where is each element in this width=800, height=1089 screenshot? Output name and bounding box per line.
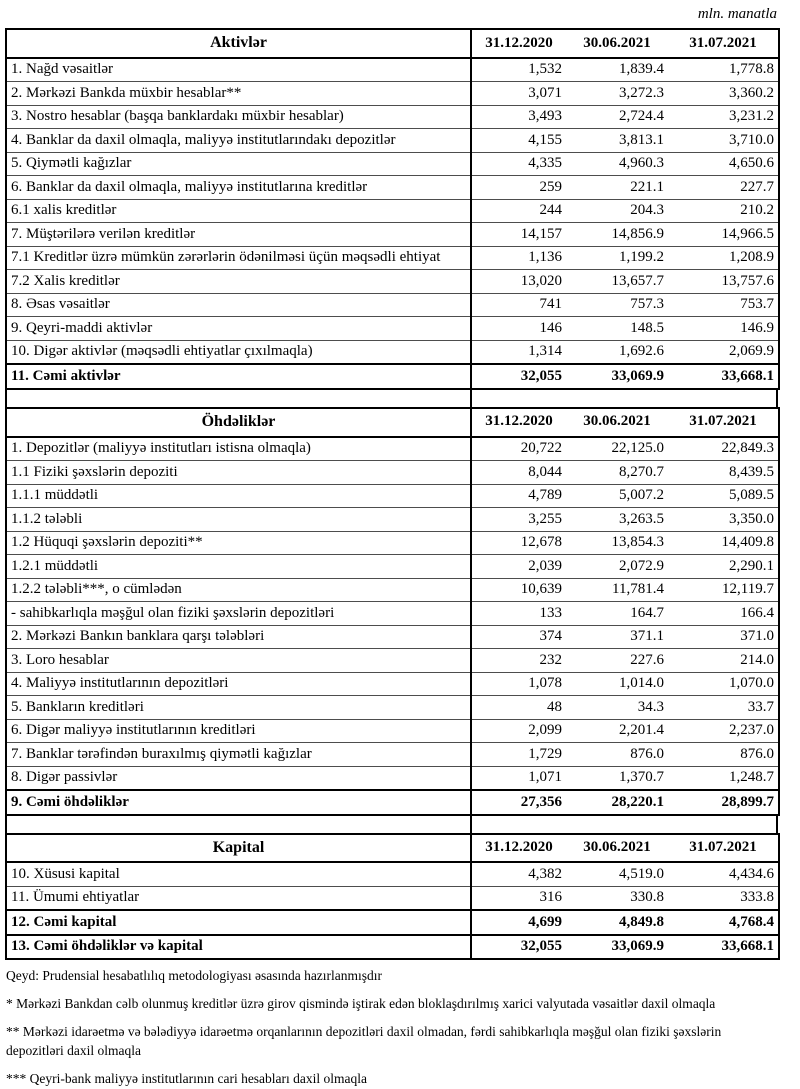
cell-value: 227.7: [668, 176, 779, 200]
row-label: 13. Cəmi öhdəliklər və kapital: [6, 935, 471, 960]
row-label: 3. Nostro hesablar (başqa banklardakı müxbir hesablar): [6, 105, 471, 129]
cell-value: 1,370.7: [566, 766, 668, 790]
cell-value: 227.6: [566, 649, 668, 673]
table-row: [6, 129, 779, 153]
cell-value: 27,356: [471, 790, 566, 815]
cell-value: 14,966.5: [668, 223, 779, 247]
cell-value: 2,237.0: [668, 719, 779, 743]
row-label: 8. Digər passivlər: [6, 766, 471, 790]
table-row: [6, 270, 779, 294]
row-label: 9. Cəmi öhdəliklər: [6, 790, 471, 815]
cell-value: 876.0: [566, 743, 668, 767]
row-label: 1.1.1 müddətli: [6, 484, 471, 508]
cell-value: 3,350.0: [668, 508, 779, 532]
table-row: [6, 649, 779, 673]
cell-value: 13,757.6: [668, 270, 779, 294]
row-label: 2. Mərkəzi Bankda müxbir hesablar**: [6, 82, 471, 106]
header-row: [6, 834, 779, 863]
cell-value: 4,768.4: [668, 910, 779, 935]
cell-value: 33,069.9: [566, 364, 668, 389]
row-label: 7.2 Xalis kreditlər: [6, 270, 471, 294]
cell-value: 164.7: [566, 602, 668, 626]
row-label: 7. Müştərilərə verilən kreditlər: [6, 223, 471, 247]
cell-value: 1,078: [471, 672, 566, 696]
cell-value: 3,272.3: [566, 82, 668, 106]
cell-value: 8,044: [471, 461, 566, 485]
table-row: [6, 152, 779, 176]
table-row: [6, 223, 779, 247]
cell-value: 146: [471, 317, 566, 341]
cell-value: 333.8: [668, 886, 779, 910]
cell-value: 1,314: [471, 340, 566, 364]
cell-value: 34.3: [566, 696, 668, 720]
cell-value: 1,839.4: [619, 61, 664, 78]
cell-value: 146.9: [668, 317, 779, 341]
row-label: 5. Qiymətli kağızlar: [6, 152, 471, 176]
footnote: Qeyd: Prudensial hesabatlılıq metodologiyası əsasında hazırlanmışdır: [6, 968, 383, 984]
table-title: Aktivlər: [6, 29, 471, 58]
cell-value: 210.2: [668, 199, 779, 223]
cell-value: 2,072.9: [566, 555, 668, 579]
table-row: [6, 199, 779, 223]
cell-value: 1,071: [471, 766, 566, 790]
row-label: 2. Mərkəzi Bankın banklara qarşı tələbləri: [6, 625, 471, 649]
cell-value: 4,699: [471, 910, 566, 935]
table-aktivler: [5, 28, 780, 390]
cell-value: 13,020: [471, 270, 566, 294]
cell-value: 1,532: [528, 61, 562, 78]
row-label: 12. Cəmi kapital: [6, 910, 471, 935]
cell-value: 5,089.5: [668, 484, 779, 508]
cell-value: 4,519.0: [619, 865, 664, 882]
table-row: [6, 602, 779, 626]
cell-value: 753.7: [668, 293, 779, 317]
cell-value: 1,692.6: [566, 340, 668, 364]
cell-value: 10,639: [471, 578, 566, 602]
cell-value: 33,668.1: [668, 364, 779, 389]
cell-value: 14,157: [471, 223, 566, 247]
row-label: 1.2 Hüquqi şəxslərin depoziti**: [6, 531, 471, 555]
table-row: [6, 105, 779, 129]
cell-value: 12,678: [471, 531, 566, 555]
cell-value: 4,789: [471, 484, 566, 508]
cell-value: 166.4: [668, 602, 779, 626]
unit-label: mln. manatla: [697, 6, 777, 22]
table-body: [6, 437, 779, 815]
cell-value: 4,650.6: [668, 152, 779, 176]
cell-value: 371.0: [668, 625, 779, 649]
cell-value: 33,069.9: [566, 935, 668, 960]
column-header: 30.06.2021: [566, 408, 668, 437]
table-gap: [5, 816, 778, 833]
cell-value: 14,409.8: [668, 531, 779, 555]
table-title: Öhdəliklər: [6, 408, 471, 437]
table-row: [6, 719, 779, 743]
cell-value: 204.3: [566, 199, 668, 223]
header-row: [6, 29, 779, 58]
cell-value: 33.7: [668, 696, 779, 720]
footnote: * Mərkəzi Bankdan cəlb olunmuş kreditlər üzrə girov qismində iştirak edən bloklaşdırılmış xarici valyutada vəsaitlər daxil olmaqla: [6, 996, 716, 1012]
cell-value: 1,136: [471, 246, 566, 270]
table-ohdelikler: [5, 407, 780, 816]
row-label: 6.1 xalis kreditlər: [6, 199, 471, 223]
cell-value: 3,360.2: [668, 82, 779, 106]
cell-value: 3,493: [471, 105, 566, 129]
cell-value: 4,960.3: [566, 152, 668, 176]
table-row: [6, 461, 779, 485]
row-label: 7.1 Kreditlər üzrə mümkün zərərlərin ödənilməsi üçün məqsədli ehtiyat: [6, 246, 471, 270]
row-label: 11. Ümumi ehtiyatlar: [6, 886, 471, 910]
table-row: [6, 246, 779, 270]
header-row: [6, 408, 779, 437]
cell-value: 371.1: [566, 625, 668, 649]
row-label: - sahibkarlıqla məşğul olan fiziki şəxslərin depozitləri: [6, 602, 471, 626]
cell-value: 1,248.7: [668, 766, 779, 790]
row-label: 11. Cəmi aktivlər: [6, 364, 471, 389]
cell-value: 3,263.5: [566, 508, 668, 532]
table-body: [6, 862, 779, 959]
cell-value: 244: [471, 199, 566, 223]
cell-value: 214.0: [668, 649, 779, 673]
table-header: [6, 408, 779, 437]
cell-value: 4,335: [471, 152, 566, 176]
row-label: 3. Loro hesablar: [6, 649, 471, 673]
cell-value: 4,434.6: [729, 865, 774, 882]
table-row: [6, 743, 779, 767]
table-header: [6, 29, 779, 58]
cell-value: 2,724.4: [566, 105, 668, 129]
table-row: [6, 910, 779, 935]
table-gap: [5, 390, 778, 407]
cell-value: 1,729: [471, 743, 566, 767]
cell-value: 28,899.7: [668, 790, 779, 815]
row-label: 10. Xüsusi kapital: [6, 862, 471, 886]
row-label: 1.2.1 müddətli: [6, 555, 471, 579]
cell-value: 259: [471, 176, 566, 200]
cell-value: 148.5: [566, 317, 668, 341]
row-label: 10. Digər aktivlər (məqsədli ehtiyatlar çıxılmaqla): [6, 340, 471, 364]
table-row: [6, 531, 779, 555]
cell-value: 13,657.7: [566, 270, 668, 294]
table-row: [6, 484, 779, 508]
table-row: [6, 886, 779, 910]
cell-value: 3,071: [471, 82, 566, 106]
cell-value: 4,382: [528, 865, 562, 882]
cell-value: 1,199.2: [566, 246, 668, 270]
table-body: [6, 58, 779, 389]
cell-value: 374: [471, 625, 566, 649]
row-label: 7. Banklar tərəfindən buraxılmış qiymətli kağızlar: [6, 743, 471, 767]
column-divider: [470, 816, 472, 833]
table-row: [6, 672, 779, 696]
cell-value: 757.3: [566, 293, 668, 317]
column-header: 31.12.2020: [471, 29, 566, 58]
cell-value: 2,039: [471, 555, 566, 579]
column-header: 31.12.2020: [471, 408, 566, 437]
table-row: [6, 935, 779, 960]
row-label: 1.1.2 tələbli: [6, 508, 471, 532]
cell-value: 221.1: [566, 176, 668, 200]
table-row: [6, 293, 779, 317]
row-label: 1. Nağd vəsaitlər: [6, 58, 471, 82]
cell-value: 20,722: [520, 440, 562, 457]
cell-value: 2,201.4: [566, 719, 668, 743]
cell-value: 1,070.0: [668, 672, 779, 696]
cell-value: 32,055: [471, 935, 566, 960]
cell-value: 14,856.9: [566, 223, 668, 247]
row-label: 6. Digər maliyyə institutlarının kreditləri: [6, 719, 471, 743]
table-row: [6, 364, 779, 389]
table-row: [6, 176, 779, 200]
table-title: Kapital: [6, 834, 471, 863]
table-row: [6, 766, 779, 790]
table-row: [6, 625, 779, 649]
cell-value: 741: [471, 293, 566, 317]
table-row: [6, 58, 779, 82]
table-row: [6, 578, 779, 602]
cell-value: 22,125.0: [611, 440, 664, 457]
table-row: [6, 82, 779, 106]
cell-value: 13,854.3: [566, 531, 668, 555]
cell-value: 8,270.7: [566, 461, 668, 485]
column-header: 31.07.2021: [668, 408, 779, 437]
table-row: [6, 696, 779, 720]
table-row: [6, 340, 779, 364]
table-row: [6, 437, 779, 461]
column-header: 31.07.2021: [668, 834, 779, 863]
cell-value: 48: [471, 696, 566, 720]
row-label: 4. Banklar da daxil olmaqla, maliyyə institutlarındakı depozitlər: [6, 129, 471, 153]
table-row: [6, 790, 779, 815]
table-row: [6, 555, 779, 579]
table-row: [6, 508, 779, 532]
cell-value: 1,014.0: [566, 672, 668, 696]
cell-value: 133: [471, 602, 566, 626]
column-header: 30.06.2021: [566, 834, 668, 863]
cell-value: 2,099: [471, 719, 566, 743]
cell-value: 3,710.0: [668, 129, 779, 153]
row-label: 1. Depozitlər (maliyyə institutları istisna olmaqla): [6, 437, 471, 461]
cell-value: 1,208.9: [668, 246, 779, 270]
cell-value: 11,781.4: [566, 578, 668, 602]
balance-sheet-tables: [5, 28, 778, 960]
cell-value: 8,439.5: [668, 461, 779, 485]
row-label: 1.2.2 tələbli***, o cümlədən: [6, 578, 471, 602]
row-label: 6. Banklar da daxil olmaqla, maliyyə institutlarına kreditlər: [6, 176, 471, 200]
cell-value: 32,055: [471, 364, 566, 389]
cell-value: 5,007.2: [566, 484, 668, 508]
column-header: 31.12.2020: [471, 834, 566, 863]
footnote: *** Qeyri-bank maliyyə institutlarının cari hesabları daxil olmaqla: [6, 1070, 368, 1086]
cell-value: 330.8: [566, 886, 668, 910]
footnote: ** Mərkəzi idarəetmə və bələdiyyə idarəetmə orqanlarının depozitləri daxil olmadan, fərdi sahibkarlıqla məşğul olan fiziki şəxslərin depozitləri daxil olmaqla: [6, 1024, 722, 1059]
column-divider: [470, 390, 472, 407]
cell-value: 316: [471, 886, 566, 910]
column-header: 31.07.2021: [668, 29, 779, 58]
cell-value: 876.0: [668, 743, 779, 767]
table-header: [6, 834, 779, 863]
cell-value: 4,849.8: [566, 910, 668, 935]
table-row: [6, 862, 779, 886]
column-header: 30.06.2021: [566, 29, 668, 58]
cell-value: 33,668.1: [668, 935, 779, 960]
row-label: 8. Əsas vəsaitlər: [6, 293, 471, 317]
cell-value: 2,069.9: [668, 340, 779, 364]
cell-value: 1,778.8: [729, 61, 774, 78]
cell-value: 4,155: [471, 129, 566, 153]
row-label: 4. Maliyyə institutlarının depozitləri: [6, 672, 471, 696]
cell-value: 22,849.3: [721, 440, 774, 457]
row-label: 5. Bankların kreditləri: [6, 696, 471, 720]
cell-value: 3,255: [471, 508, 566, 532]
cell-value: 3,231.2: [668, 105, 779, 129]
cell-value: 2,290.1: [668, 555, 779, 579]
cell-value: 28,220.1: [566, 790, 668, 815]
row-label: 1.1 Fiziki şəxslərin depoziti: [6, 461, 471, 485]
table-kapital: [5, 833, 780, 961]
row-label: 9. Qeyri-maddi aktivlər: [6, 317, 471, 341]
cell-value: 232: [471, 649, 566, 673]
cell-value: 12,119.7: [668, 578, 779, 602]
cell-value: 3,813.1: [566, 129, 668, 153]
table-row: [6, 317, 779, 341]
footnotes-section: [5, 967, 778, 1088]
